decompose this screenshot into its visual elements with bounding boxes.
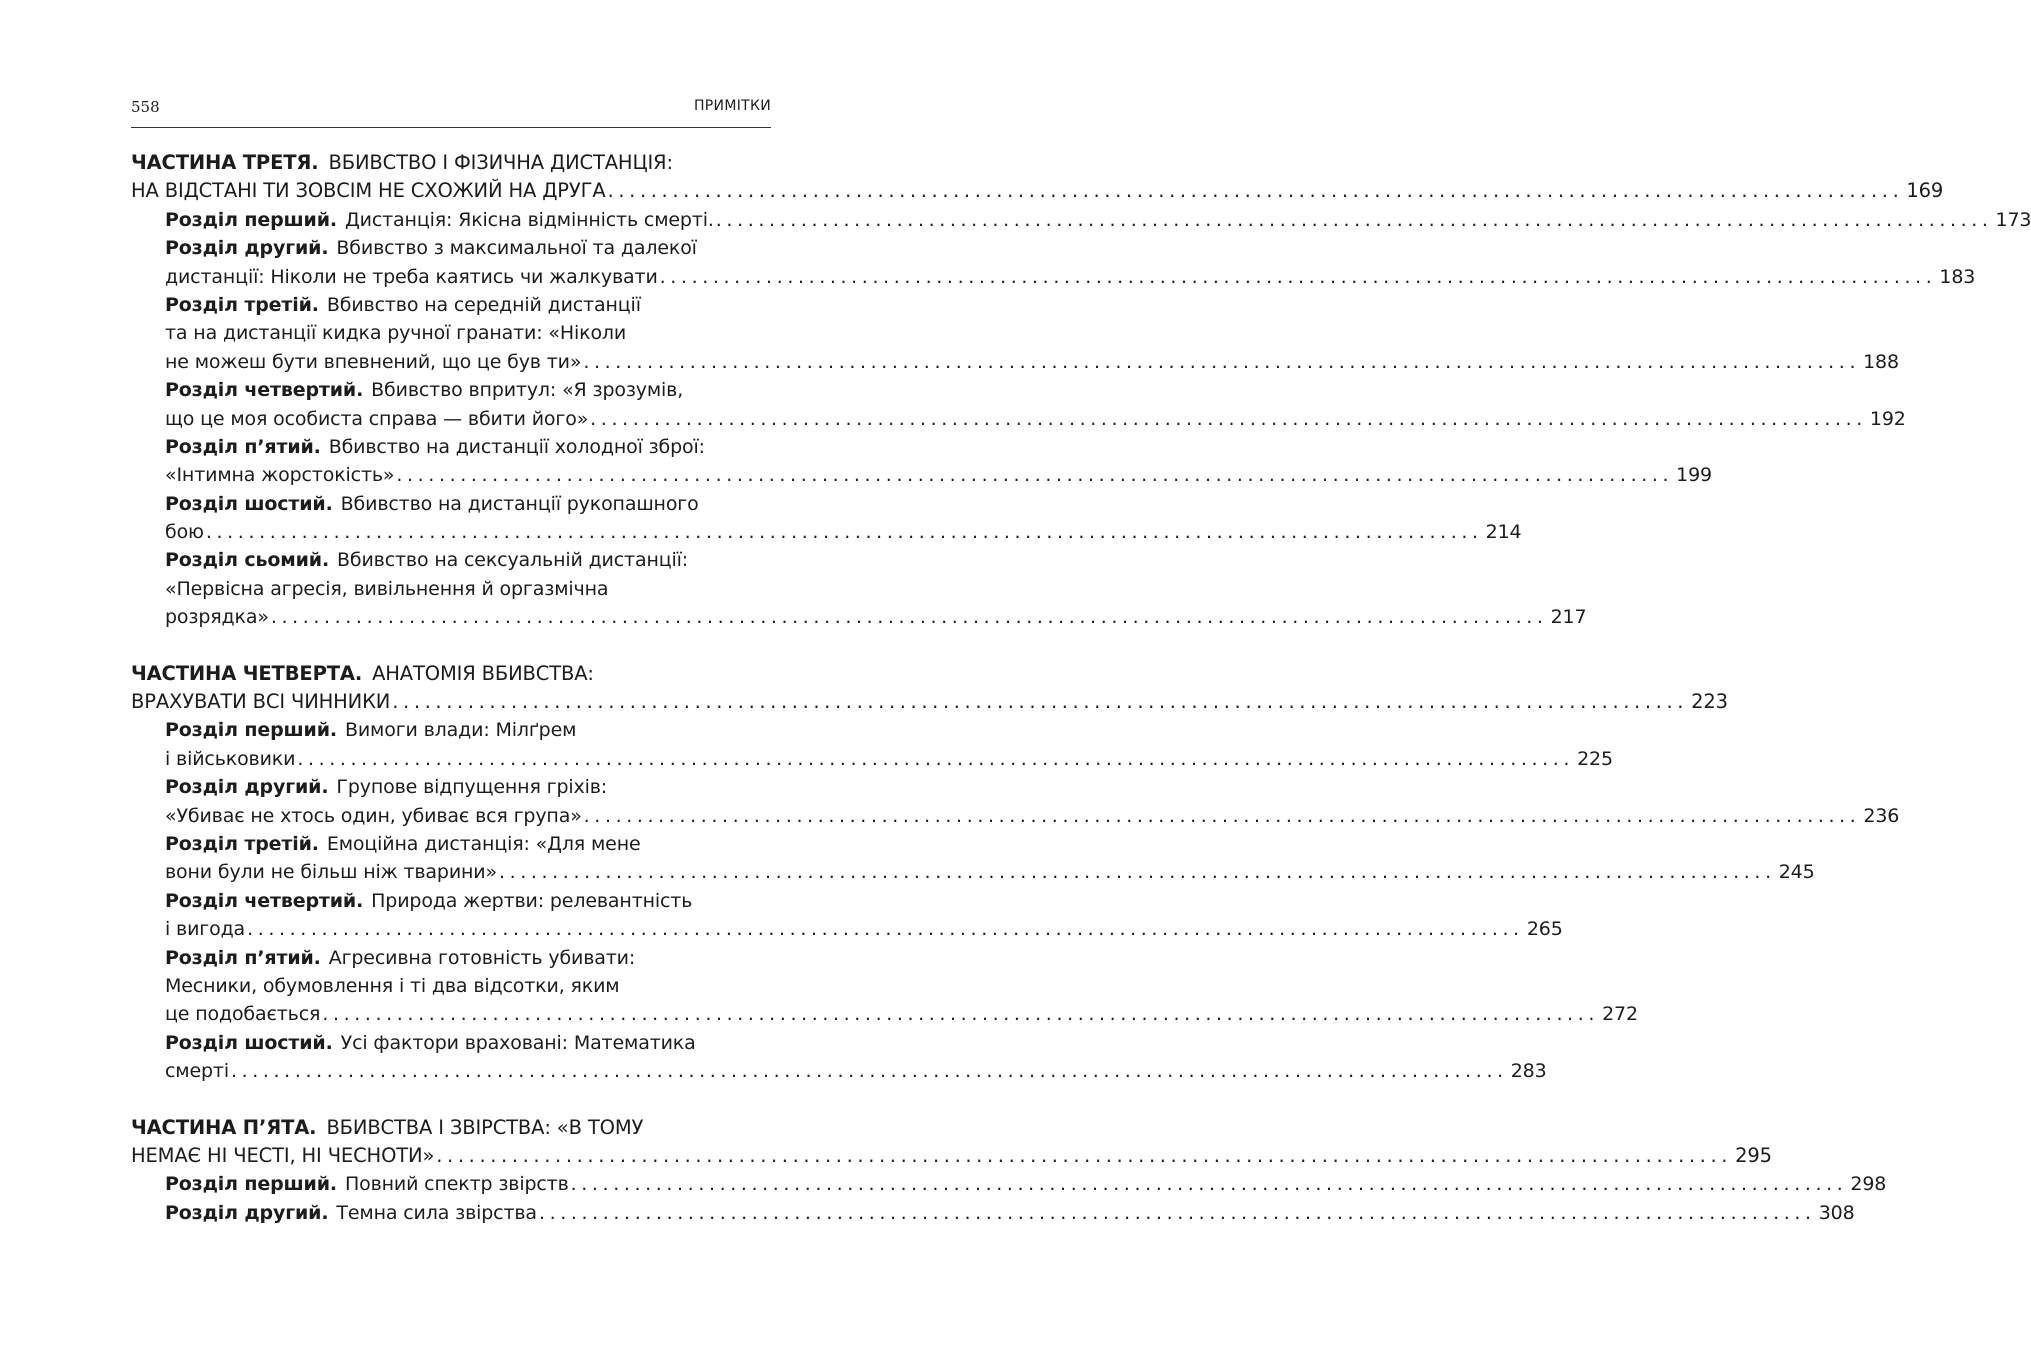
chapter-title: і вигода <box>165 918 246 941</box>
chapter-title: що це моя особиста справа — вбити його» <box>165 407 589 430</box>
toc-entry-line <box>131 206 2031 234</box>
toc-entry-line <box>131 915 1563 943</box>
toc-entry-line <box>131 575 771 603</box>
chapter-entry <box>131 433 1712 490</box>
toc-entry-line <box>131 944 771 972</box>
part-title-line <box>131 660 771 688</box>
entry-text <box>165 405 588 433</box>
part-title-line <box>131 149 771 177</box>
toc-entry-line <box>131 972 771 1000</box>
dot-leader: ........................................................................................................................ <box>715 208 1993 231</box>
toc-entry-line <box>131 490 771 518</box>
chapter-title: це подобається <box>165 1003 321 1026</box>
part-title: ВБИВСТВА І ЗВІРСТВА: «В ТОМУ <box>326 1115 644 1139</box>
chapter-title: Месники, обумовлення і ті два відсотки, яким <box>165 974 620 997</box>
chapter-title: Вбивство на середній дистанції <box>326 293 641 316</box>
page-ref: 225 <box>1577 747 1613 770</box>
dot-leader: ........................................................................................................................ <box>392 690 1689 714</box>
dot-leader: ........................................................................................................................ <box>538 1201 1816 1224</box>
entry-text <box>165 1057 229 1085</box>
chapter-title: вони були не більш ніж тварини» <box>165 861 497 884</box>
chapter-entry <box>131 887 1563 944</box>
toc-entry-line <box>131 716 771 744</box>
dot-leader: ........................................................................................................................ <box>396 464 1674 487</box>
chapter-title: Дистанція: Якісна відмінність смерті. <box>344 208 714 231</box>
toc-entry-line <box>131 830 771 858</box>
chapter-title: Усі фактори враховані: Математика <box>340 1031 696 1054</box>
toc-part <box>131 660 1900 1086</box>
page-ref: 236 <box>1863 804 1900 827</box>
chapter-label: Розділ третій. <box>165 293 319 316</box>
chapter-title: Вбивство на дистанції рукопашного <box>340 492 699 515</box>
chapter-entry <box>131 490 1522 547</box>
chapter-entry <box>131 944 1638 1029</box>
toc-entry-line <box>131 291 771 319</box>
page-ref: 188 <box>1863 350 1899 373</box>
dot-leader: ........................................................................................................................ <box>659 265 1937 288</box>
dot-leader: ........................................................................................................................ <box>583 804 1861 827</box>
chapter-label: Розділ четвертий. <box>165 889 364 912</box>
dot-leader: ........................................................................................................................ <box>322 1003 1600 1026</box>
chapter-title: та на дистанції кидка ручної гранати: «Ніколи <box>165 322 627 345</box>
chapter-entry <box>131 234 1976 291</box>
part-title: ВБИВСТВО І ФІЗИЧНА ДИСТАНЦІЯ: <box>328 151 673 174</box>
chapter-title: Емоційна дистанція: «Для мене <box>326 832 641 855</box>
entry-text <box>165 348 581 376</box>
page-ref: 265 <box>1526 918 1563 941</box>
chapter-label: Розділ перший. <box>165 719 337 742</box>
dot-leader: ........................................................................................................................ <box>583 350 1861 373</box>
chapter-label: Розділ перший. <box>165 1173 337 1196</box>
toc-entry-line <box>131 1142 1772 1170</box>
chapter-label: Розділ перший. <box>165 208 337 231</box>
chapter-label: Розділ шостий. <box>165 1031 333 1054</box>
dot-leader: ........................................................................................................................ <box>205 521 1483 544</box>
chapter-entry <box>131 773 1900 830</box>
toc-entry-line <box>131 319 771 347</box>
page-ref: 283 <box>1510 1060 1547 1083</box>
chapter-label: Розділ сьомий. <box>165 549 330 572</box>
page-ref: 245 <box>1778 861 1815 884</box>
toc-entry-line <box>131 461 1712 489</box>
chapter-title: Вбивство на дистанції холодної зброї: <box>328 435 705 458</box>
page-ref: 295 <box>1735 1143 1772 1167</box>
chapter-label: Розділ шостий. <box>165 492 333 515</box>
entry-text <box>165 1000 320 1028</box>
dot-leader: ........................................................................................................................ <box>607 179 1904 203</box>
chapter-title: Вбивство впритул: «Я зрозумів, <box>371 379 684 402</box>
toc-entry-line <box>131 1057 1547 1085</box>
toc-entry-line <box>131 745 1613 773</box>
dot-leader: ........................................................................................................................ <box>270 606 1548 629</box>
chapter-title: дистанції: Ніколи не треба каятись чи жалкувати <box>165 265 658 288</box>
chapter-entry <box>131 546 1587 631</box>
dot-leader: ........................................................................................................................ <box>570 1173 1848 1196</box>
toc-entry-line <box>131 234 771 262</box>
chapter-title: Темна сила звірства <box>336 1201 537 1224</box>
toc-entry-line <box>131 1000 1638 1028</box>
entry-text <box>165 518 204 546</box>
page-number: 558 <box>131 98 160 116</box>
chapter-title: «Убиває не хтось один, убиває вся група» <box>165 804 582 827</box>
chapter-title: «Первісна агресія, вивільнення й оргазмічна <box>165 577 609 600</box>
page-ref: 298 <box>1850 1173 1887 1196</box>
chapter-entry <box>131 716 1613 773</box>
entry-text <box>165 1199 537 1227</box>
chapter-entry <box>131 1170 1887 1198</box>
toc-entry-line <box>131 177 1944 205</box>
toc-entry-line <box>131 433 771 461</box>
toc-entry-line <box>131 887 771 915</box>
part-title: АНАТОМІЯ ВБИВСТВА: <box>372 661 594 685</box>
entry-text <box>165 1170 569 1198</box>
page-ref: 169 <box>1906 179 1944 203</box>
entry-text <box>165 745 295 773</box>
toc-entry-line <box>131 376 771 404</box>
toc-entry-line <box>131 688 1728 716</box>
toc-entry-line <box>131 263 1976 291</box>
part-label: ЧАСТИНА ТРЕТЯ. <box>131 151 319 174</box>
toc-entry-line <box>131 518 1522 546</box>
chapter-label: Розділ другий. <box>165 776 329 799</box>
chapter-title: і військовики <box>165 747 296 770</box>
part-title: НА ВІДСТАНІ ТИ ЗОВСІМ НЕ СХОЖИЙ НА ДРУГА <box>131 179 606 203</box>
dot-leader: ........................................................................................................................ <box>297 747 1575 770</box>
toc-entry-line <box>131 546 771 574</box>
dot-leader: ........................................................................................................................ <box>436 1143 1733 1167</box>
page-ref: 199 <box>1676 464 1712 487</box>
entry-text <box>165 206 714 234</box>
table-of-contents <box>131 149 2031 1227</box>
chapter-title: Вимоги влади: Мілґрем <box>344 719 577 742</box>
chapter-title: смерті <box>165 1060 229 1083</box>
chapter-label: Розділ четвертий. <box>165 379 364 402</box>
chapter-title: «Інтимна жорстокість» <box>165 464 395 487</box>
page-ref: 223 <box>1691 690 1728 714</box>
toc-entry-line <box>131 773 771 801</box>
running-title: ПРИМІТКИ <box>693 98 771 114</box>
chapter-title: Агресивна готовність убивати: <box>328 946 636 969</box>
toc-part <box>131 149 2031 632</box>
chapter-entry <box>131 830 1815 887</box>
part-heading <box>131 660 1728 717</box>
part-label: ЧАСТИНА П’ЯТА. <box>131 1115 317 1139</box>
toc-entry-line <box>131 348 1899 376</box>
toc-entry-line <box>131 1029 771 1057</box>
chapter-entry <box>131 376 1906 433</box>
part-title: ВРАХУВАТИ ВСІ ЧИННИКИ <box>131 690 391 714</box>
chapter-title: розрядка» <box>165 606 269 629</box>
entry-text <box>131 688 390 716</box>
part-title-line <box>131 1114 771 1142</box>
chapter-title: Природа жертви: релевантність <box>371 889 693 912</box>
toc-entry-line <box>131 405 1906 433</box>
entry-text <box>165 915 245 943</box>
chapter-title: бою <box>165 521 204 544</box>
chapter-label: Розділ другий. <box>165 237 329 260</box>
entry-text <box>131 1142 434 1170</box>
chapter-label: Розділ третій. <box>165 832 319 855</box>
chapter-title: Вбивство з максимальної та далекої <box>336 237 697 260</box>
page-ref: 308 <box>1818 1201 1855 1224</box>
dot-leader: ........................................................................................................................ <box>498 861 1776 884</box>
part-title: НЕМАЄ НІ ЧЕСТІ, НІ ЧЕСНОТИ» <box>131 1143 435 1167</box>
entry-text <box>165 263 658 291</box>
running-header <box>131 95 771 128</box>
chapter-title: Вбивство на сексуальній дистанції: <box>337 549 689 572</box>
toc-entry-line <box>131 603 1587 631</box>
chapter-entry <box>131 291 1899 376</box>
dot-leader: ........................................................................................................................ <box>247 918 1524 941</box>
toc-part <box>131 1114 1887 1228</box>
page-ref: 173 <box>1995 208 2031 231</box>
chapter-label: Розділ п’ятий. <box>165 946 321 969</box>
entry-text <box>131 177 606 205</box>
entry-text <box>165 461 394 489</box>
chapter-entry <box>131 206 2031 234</box>
toc-entry-line <box>131 858 1815 886</box>
part-label: ЧАСТИНА ЧЕТВЕРТА. <box>131 661 363 685</box>
entry-text <box>165 802 582 830</box>
chapter-label: Розділ п’ятий. <box>165 435 321 458</box>
chapter-title: Групове відпущення гріхів: <box>336 776 608 799</box>
chapter-label: Розділ другий. <box>165 1201 329 1224</box>
page-ref: 192 <box>1869 407 1906 430</box>
chapter-entry <box>131 1199 1855 1227</box>
toc-entry-line <box>131 802 1900 830</box>
page-ref: 183 <box>1939 265 1976 288</box>
part-heading <box>131 1114 1772 1171</box>
page-ref: 214 <box>1485 521 1522 544</box>
page-ref: 217 <box>1550 606 1587 629</box>
toc-entry-line <box>131 1199 1855 1227</box>
page-ref: 272 <box>1602 1003 1638 1026</box>
chapter-title: не можеш бути впевнений, що це був ти» <box>165 350 582 373</box>
dot-leader: ........................................................................................................................ <box>230 1060 1508 1083</box>
chapter-title: Повний спектр звірств <box>344 1173 569 1196</box>
toc-entry-line <box>131 1170 1887 1198</box>
chapter-entry <box>131 1029 1547 1086</box>
entry-text <box>165 603 269 631</box>
part-heading <box>131 149 1944 206</box>
entry-text <box>165 858 497 886</box>
dot-leader: ........................................................................................................................ <box>590 407 1867 430</box>
